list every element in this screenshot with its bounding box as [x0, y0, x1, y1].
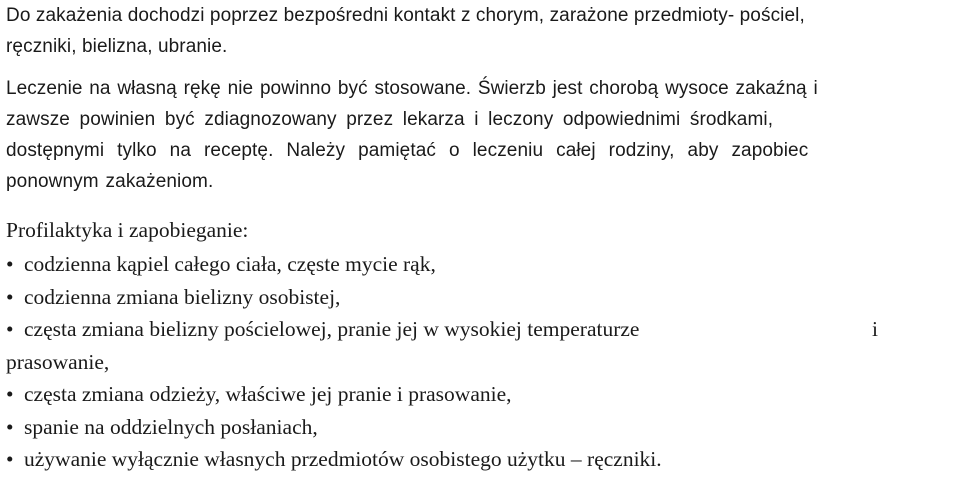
list-item	[6, 378, 956, 411]
paragraph-line: dostępnymi tylko na receptę. Należy pamiętać o leczeniu całej rodziny, aby zapobiec	[6, 140, 809, 161]
list-item-text: częsta zmiana bielizny pościelowej, pranie jej w wysokiej temperaturze	[24, 317, 640, 341]
bullet-icon: •	[6, 317, 14, 341]
bullet-icon: •	[6, 447, 14, 471]
paragraph-treatment	[6, 73, 956, 197]
paragraph-line: Leczenie na własną rękę nie powinno być stosowane. Świerzb jest chorobą wysoce zakaźną i	[6, 78, 818, 99]
list-item-text: spanie na oddzielnych posłaniach,	[24, 414, 318, 439]
paragraph-line: Do zakażenia dochodzi poprzez bezpośredni kontakt z chorym, zarażone przedmioty- pościel,	[6, 5, 805, 26]
list-item-text: częsta zmiana odzieży, właściwe jej pranie i prasowanie,	[24, 382, 512, 406]
list-item	[6, 248, 956, 281]
prevention-heading: Profilaktyka i zapobieganie:	[6, 218, 249, 242]
list-item	[6, 411, 956, 444]
bullet-icon: •	[6, 382, 14, 406]
list-item	[6, 443, 956, 476]
bullet-icon: •	[6, 284, 14, 309]
list-item-continuation: prasowanie,	[6, 349, 110, 374]
list-item-trailing-word: i	[872, 317, 878, 341]
list-item	[6, 313, 956, 378]
list-item-text: używanie wyłącznie własnych przedmiotów osobistego użytku – ręczniki.	[24, 447, 662, 471]
paragraph-line: ręczniki, bielizna, ubranie.	[6, 36, 228, 57]
list-item-text: codzienna zmiana bielizny osobistej,	[24, 284, 341, 309]
bullet-icon: •	[6, 414, 14, 439]
list-item-text: codzienna kąpiel całego ciała, częste mycie rąk,	[24, 252, 436, 276]
paragraph-line: zawsze powinien być zdiagnozowany przez lekarza i leczony odpowiednimi środkami,	[6, 109, 774, 130]
paragraph-contagion	[6, 0, 956, 62]
bullet-icon: •	[6, 252, 14, 276]
list-item	[6, 281, 956, 314]
paragraph-line: ponownym zakażeniom.	[6, 171, 214, 192]
prevention-list	[6, 248, 956, 476]
